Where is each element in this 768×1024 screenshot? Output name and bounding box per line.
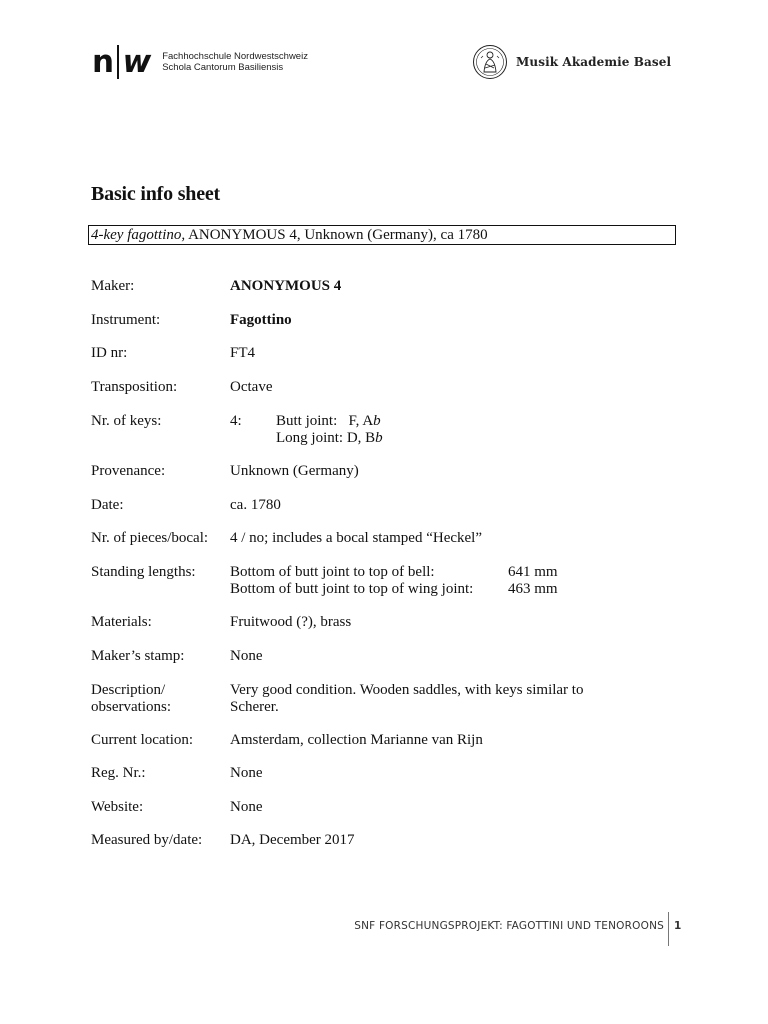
keys-count: 4: xyxy=(230,413,242,429)
logo-divider xyxy=(117,45,119,79)
field-label: Transposition: xyxy=(91,379,178,395)
field-value: Octave xyxy=(230,379,273,395)
length-value-2: 463 mm xyxy=(508,581,558,597)
summary-text: ANONYMOUS 4, Unknown (Germany), ca 1780 xyxy=(185,227,488,243)
length-line-1: Bottom of butt joint to top of bell: xyxy=(230,564,435,580)
summary-italic: 4-key fagottino, xyxy=(91,227,186,243)
logo-letter-w: w xyxy=(122,43,151,80)
field-label: Nr. of keys: xyxy=(91,413,162,429)
footer-divider xyxy=(668,912,669,946)
field-label: Current location: xyxy=(91,732,194,748)
fhnw-logo xyxy=(92,44,308,80)
page-title: Basic info sheet xyxy=(91,183,221,205)
field-label: Date: xyxy=(91,497,124,513)
long-joint-keys: Long joint: D, Bb xyxy=(276,430,383,446)
field-value: Fagottino xyxy=(230,312,292,328)
length-value-1: 641 mm xyxy=(508,564,558,580)
field-label: Reg. Nr.: xyxy=(91,765,146,781)
field-value: None xyxy=(230,799,263,815)
field-value: DA, December 2017 xyxy=(230,832,355,848)
field-label: Maker: xyxy=(91,278,135,294)
field-label: ID nr: xyxy=(91,345,128,361)
field-label: Provenance: xyxy=(91,463,166,479)
academy-seal-icon xyxy=(472,44,508,80)
academy-name: Musik Akademie Basel xyxy=(516,55,672,69)
field-value: Amsterdam, collection Marianne van Rijn xyxy=(230,732,483,748)
field-value: ca. 1780 xyxy=(230,497,281,513)
field-value: 4 / no; includes a bocal stamped “Heckel” xyxy=(230,530,482,546)
field-label: Measured by/date: xyxy=(91,832,203,848)
field-value: FT4 xyxy=(230,345,256,361)
field-value: None xyxy=(230,648,263,664)
school-line-1: Fachhochschule Nordwestschweiz xyxy=(162,51,308,62)
butt-joint-keys: Butt joint: F, Ab xyxy=(276,413,381,429)
school-line-2: Schola Cantorum Basiliensis xyxy=(162,62,284,73)
field-value xyxy=(230,564,558,598)
field-value: None xyxy=(230,765,263,781)
length-line-2: Bottom of butt joint to top of wing joint: xyxy=(230,581,474,597)
school-name xyxy=(162,51,308,73)
footer-project: SNF FORSCHUNGSPROJEKT: FAGOTTINI UND TENOROONS xyxy=(354,920,664,932)
instrument-summary xyxy=(88,225,676,245)
page-number: 1 xyxy=(674,920,682,932)
fhnw-logo-mark xyxy=(92,45,150,79)
field-label: Materials: xyxy=(91,614,152,630)
field-label: Description/ observations: xyxy=(91,682,171,715)
logo-letter-n: n xyxy=(92,43,114,80)
field-label: Instrument: xyxy=(91,312,161,328)
field-label: Website: xyxy=(91,799,144,815)
field-value: Unknown (Germany) xyxy=(230,463,359,479)
field-value: Fruitwood (?), brass xyxy=(230,614,352,630)
field-label: Nr. of pieces/bocal: xyxy=(91,530,209,546)
field-label: Standing lengths: xyxy=(91,564,196,580)
field-value: ANONYMOUS 4 xyxy=(230,278,342,294)
keys-detail xyxy=(276,413,383,447)
field-value: Very good condition. Wooden saddles, with keys similar to Scherer. xyxy=(230,682,584,715)
field-label: Maker’s stamp: xyxy=(91,648,185,664)
academy-logo xyxy=(472,44,671,80)
